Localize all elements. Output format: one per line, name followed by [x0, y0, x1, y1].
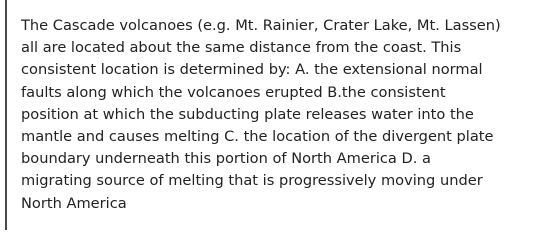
left-border-rule: [5, 0, 7, 230]
question-text: The Cascade volcanoes (e.g. Mt. Rainier, Crater Lake, Mt. Lassen) all are located about the same distance from the coast. This consistent location is determined by: A. the extensional normal faults along which the volcanoes erupted B.the consistent position at which the subducting plate releases water into the mantle and causes melting C. the location of the divergent plate boundary underneath this portion of North America D. a migrating source of melting that is progressively moving under North America: [21, 17, 501, 212]
